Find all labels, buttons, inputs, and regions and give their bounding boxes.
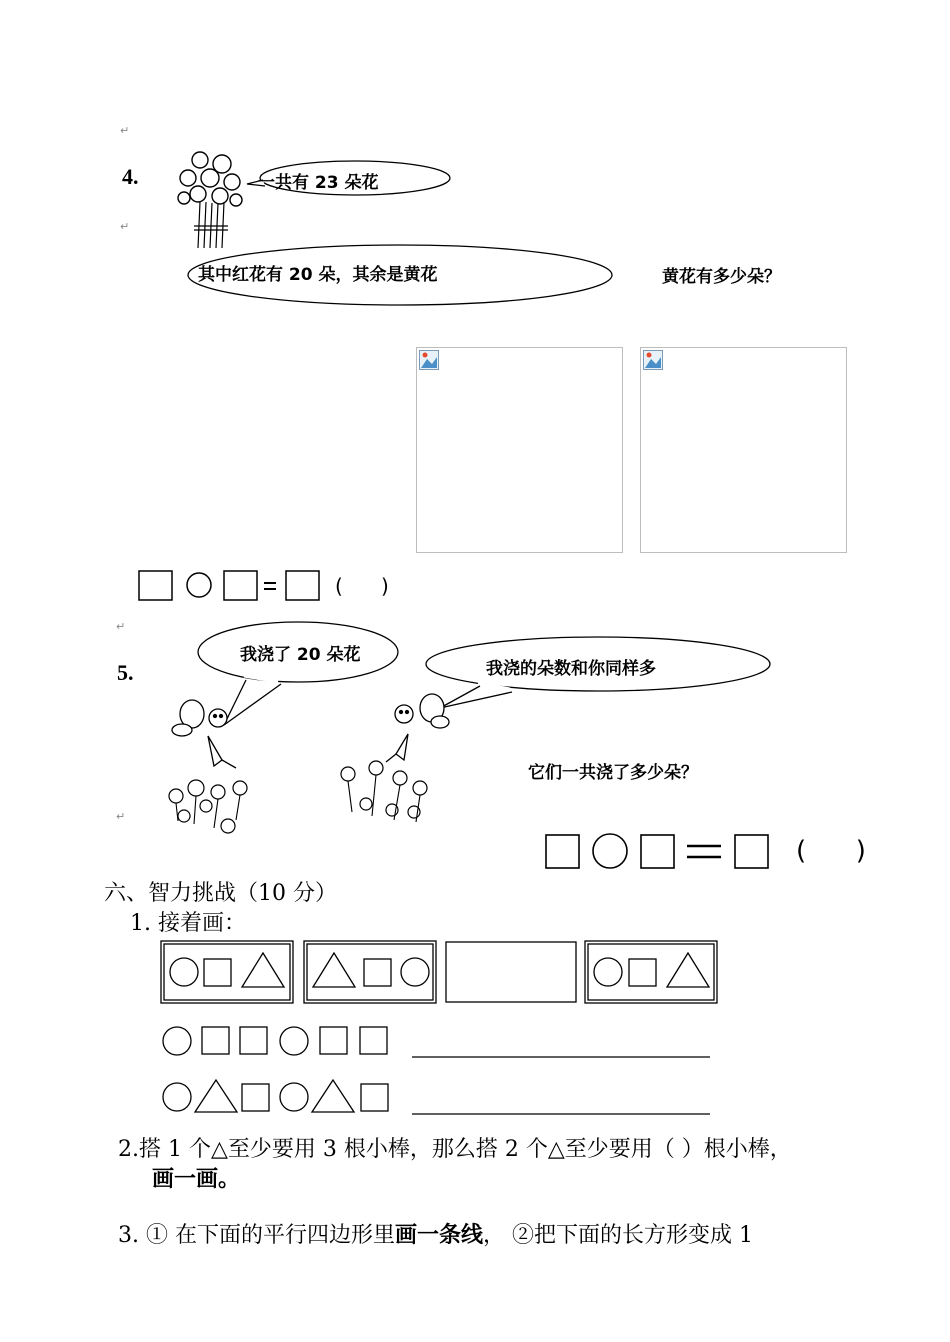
paragraph-mark: ↵ (116, 620, 126, 633)
paragraph-mark: ↵ (116, 810, 126, 823)
image-placeholder (416, 347, 623, 553)
question-5-number: 5. (117, 660, 134, 685)
bee-watering-flowers-illustration (336, 692, 456, 832)
bee-watering-flowers-illustration (162, 696, 262, 841)
shape-pattern-row (160, 1024, 715, 1060)
question-4-number: 4. (122, 164, 139, 189)
question-4-text: 黄花有多少朵？ (662, 267, 781, 287)
item-2-text: 2.搭 1 个△至少要用 3 根小棒，那么搭 2 个△至少要用（ ）根小棒， (118, 1137, 792, 1162)
paragraph-mark: ↵ (120, 124, 130, 137)
item-3-part1: 3. ① 在下面的平行四边形里 (118, 1223, 395, 1248)
equation-template (545, 834, 780, 870)
bubble-red-flowers-text: 其中红花有 20 朵，其余是黄花 (198, 265, 438, 285)
question-5-text: 它们一共浇了多少朵？ (528, 763, 698, 783)
bubble-watered-text: 我浇了 20 朵花 (240, 645, 361, 665)
image-placeholder (640, 347, 847, 553)
answer-parentheses: ( ) (796, 836, 866, 866)
paragraph-mark: ↵ (120, 220, 130, 233)
bubble-same-text: 我浇的朵数和你同样多 (486, 659, 656, 679)
broken-image-icon (419, 350, 439, 370)
bubble-total-text: 一共有 23 朵花 (258, 173, 379, 193)
equation-template (138, 570, 338, 602)
answer-parentheses: ( ) (335, 574, 389, 598)
item-1-label: 1. 接着画： (130, 911, 246, 936)
section-title: 六、智力挑战（10 分） (104, 881, 337, 906)
item-3-part2: ， ②把下面的长方形变成 1 (483, 1223, 753, 1248)
shape-pattern-row (160, 1076, 715, 1118)
item-3-bold: 画一条线 (394, 1222, 483, 1248)
flower-bouquet-illustration (170, 148, 250, 253)
item-3-text (118, 1218, 753, 1249)
broken-image-icon (643, 350, 663, 370)
shape-pattern-boxes (160, 940, 720, 1006)
item-2-instruction: 画一画。 (152, 1166, 241, 1192)
